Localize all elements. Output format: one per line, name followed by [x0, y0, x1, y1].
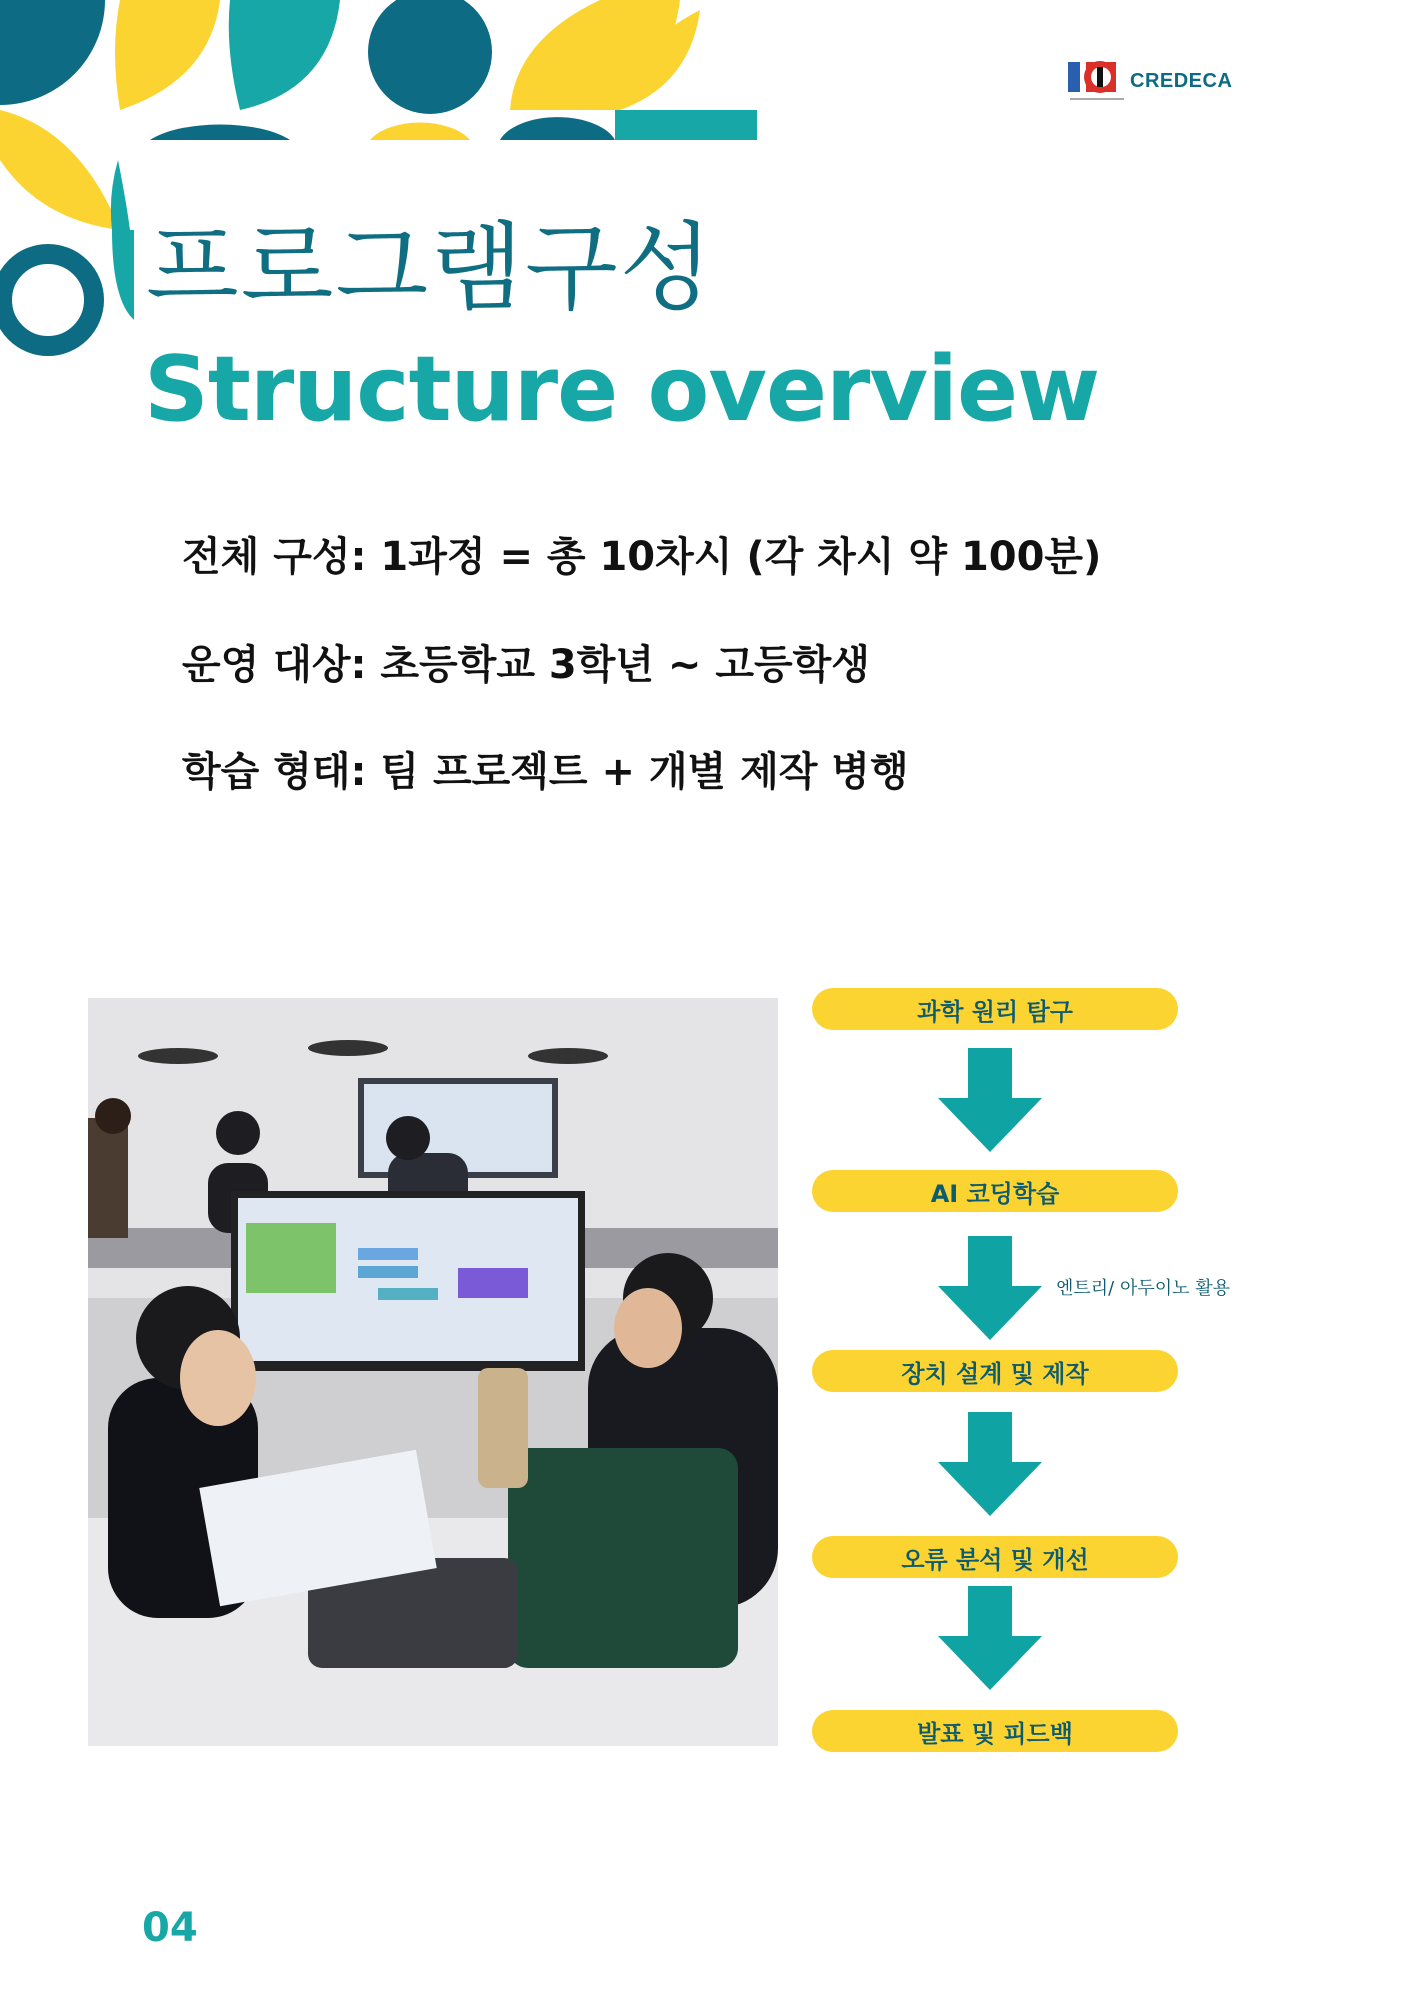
flow-note: 엔트리/ 아두이노 활용 — [1056, 1278, 1230, 1299]
arrow-down-icon — [938, 1236, 1042, 1340]
page-title-korean: 프로그램구성 — [146, 212, 715, 324]
arrow-down-icon — [938, 1048, 1042, 1152]
credeca-logo-mark-icon — [1066, 58, 1128, 104]
arrow-down-icon — [938, 1412, 1042, 1516]
info-line-target: 운영 대상: 초등학교 3학년 ~ 고등학생 — [182, 642, 870, 688]
classroom-photo-illustration — [88, 998, 778, 1746]
flow-step-ai-coding: AI 코딩학습 — [812, 1170, 1178, 1212]
info-line-composition: 전체 구성: 1과정 = 총 10차시 (각 차시 약 100분) — [182, 534, 1102, 580]
flow-step-debug: 오류 분석 및 개선 — [812, 1536, 1178, 1578]
logo-text: CREDECA — [1130, 69, 1233, 92]
page-title-english: Structure overview — [144, 337, 1100, 442]
page-number: 04 — [142, 1905, 198, 1951]
arrow-down-icon — [938, 1586, 1042, 1690]
classroom-photo — [88, 998, 778, 1746]
flow-step-design: 장치 설계 및 제작 — [812, 1350, 1178, 1392]
credeca-logo — [1066, 58, 1232, 104]
info-line-format: 학습 형태: 팀 프로젝트 + 개별 제작 병행 — [182, 749, 909, 795]
flow-step-presentation: 발표 및 피드백 — [812, 1710, 1178, 1752]
flow-step-science: 과학 원리 탐구 — [812, 988, 1178, 1030]
